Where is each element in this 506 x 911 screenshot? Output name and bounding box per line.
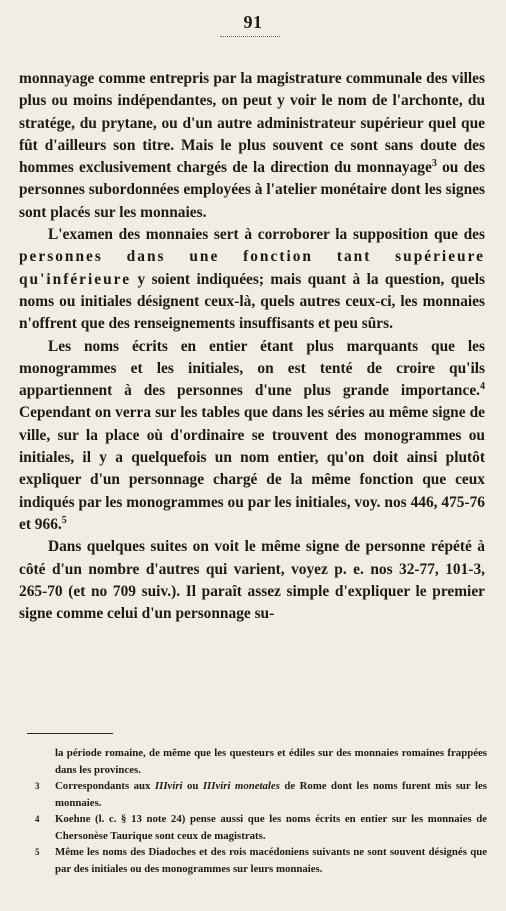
footnote-3-italic-2: IIIviri monetales: [202, 780, 280, 792]
footnote-3-part-b: ou: [182, 780, 203, 792]
footnote-ref-5[interactable]: 5: [61, 514, 67, 526]
footnote-4: [35, 811, 487, 844]
paragraph-4: Dans quelques suites on voit le même signe de personne répété à côté d'un nombre d'autres qui varient, voyez p. e. nos 32-77, 101-3, 265-70 (et no 709 suiv.). Il paraît assez simple d'expliquer le premier signe comme celui d'un personnage su-: [19, 538, 485, 623]
footnote-5-text: Même les noms des Diadoches et des rois macédoniens suivants ne sont souvent désignés que par des initiales ou des monogrammes sur leurs monnaies.: [55, 846, 487, 875]
page-number-rule: [220, 36, 280, 38]
paragraph-1-text: monnayage comme entrepris par la magistrature communale des villes plus ou moins indépendantes, on peut y voir le nom de l'archonte, du stratége, du prytane, ou d'un autre administrateur supérieur quel que fût d'ailleurs son titre. Mais le plus souvent ce sont sans doute des hommes exclusivement chargés de la direction du monnayage: [19, 70, 485, 177]
footnote-4-text: Koehne (l. c. § 13 note 24) pense aussi que les noms écrits en entier sur les monnaies de Chersonèse Taurique sont ceux de magistrats.: [55, 813, 487, 842]
paragraph-3-end: Cependant on verra sur les tables que dans les séries au même signe de ville, sur la place où d'ordinaire se trouvent des monogrammes ou initiales, il y a quelquefois un nom entier, qu'on doit ainsi plutôt expliquer d'un personnage chargé de la même fonction que ceux indiqués par les monogrammes ou par les initiales, voy. nos 446, 475-76 et 966.: [19, 404, 485, 533]
page-number: 91: [243, 12, 263, 32]
paragraph-1-end: ou des personnes subordonnées employées à l'atelier monétaire dont les signes sont placés sur les monnaies.: [19, 159, 485, 221]
footnote-5: [35, 844, 487, 877]
paragraph-2-start: L'examen des monnaies sert à corroborer la supposition que des: [48, 226, 485, 244]
paragraph-3: [19, 336, 485, 537]
paragraph-2-end: y soient indiquées; mais quant à la question, quels noms ou initiales désignent ceux-là, quels autres ceux-ci, les monnaies n'offrent que des renseignements insuffisants et peu sûrs.: [19, 270, 485, 333]
footnote-3-part-c: de Rome dont les noms furent mis sur les monnaies.: [55, 780, 487, 809]
footnote-continuation: la période romaine, de même que les questeurs et édiles sur des monnaies romaines frappées dans les provinces.: [55, 747, 487, 776]
main-text: [19, 68, 485, 625]
footnote-3-number: 3: [35, 781, 40, 791]
footnote-5-number: 5: [35, 847, 40, 857]
footnotes: [35, 745, 487, 877]
footnote-ref-4[interactable]: 4: [480, 381, 485, 393]
footnote-3: [35, 778, 487, 811]
footnote-divider: [27, 733, 113, 734]
footnote-3-part-a: Correspondants aux: [55, 780, 155, 792]
paragraph-1: [19, 68, 485, 224]
footnote-3-text: [55, 778, 487, 811]
footnote-3-italic-1: IIIviri: [154, 780, 183, 792]
paragraph-2-spaced: personnes dans une fonction tant supérieure qu'inférieure: [19, 248, 485, 288]
footnote-ref-3[interactable]: 3: [431, 158, 437, 170]
footnote-4-number: 4: [35, 814, 40, 824]
paragraph-3-start: Les noms écrits en entier étant plus marquants que les monogrammes et les initiales, on est tenté de croire qu'ils appartiennent à des personnes d'une plus grande importance.: [19, 337, 485, 400]
paragraph-2: [19, 224, 485, 335]
